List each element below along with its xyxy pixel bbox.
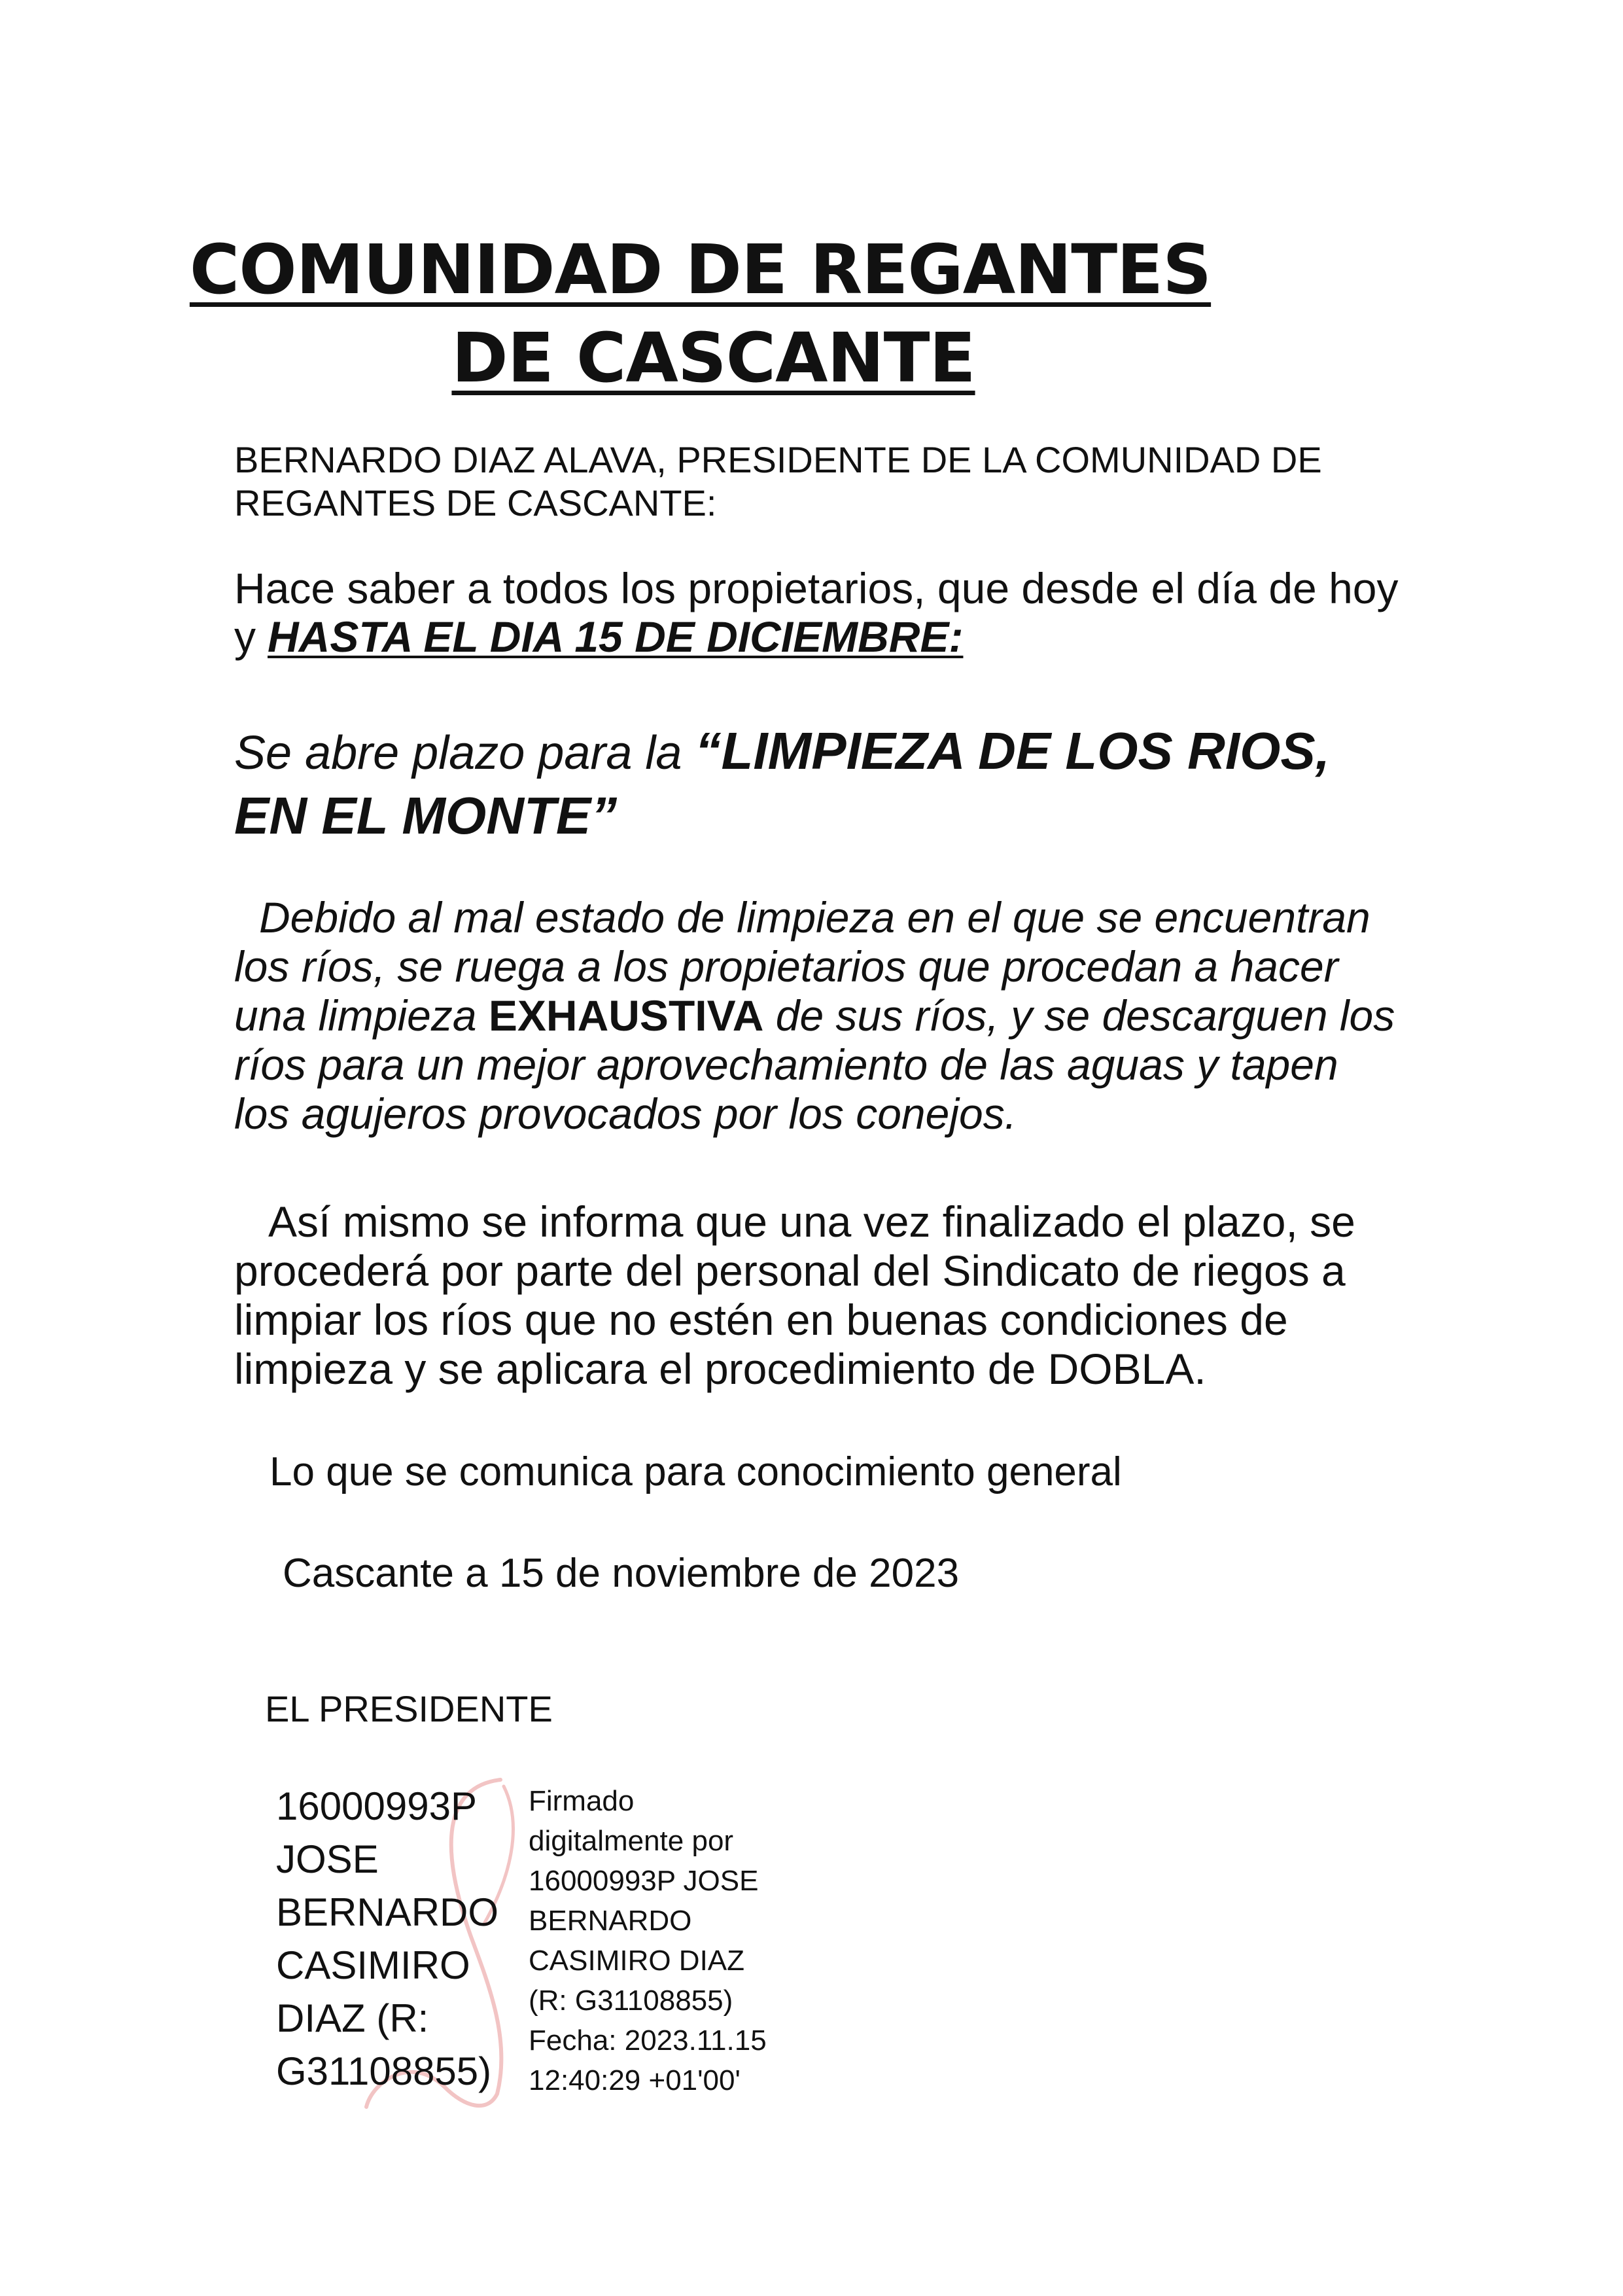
deadline-text: HASTA EL DIA 15 DE DICIEMBRE: [268,612,964,661]
opening-highlight: “LIMPIEZA DE LOS RIOS, EN EL MONTE” [234,722,1330,845]
notice-text: Hace saber a todos los propietarios, que desde el día de hoy y [234,564,1399,661]
cleaning-emphasis: EXHAUSTIVA [488,991,764,1040]
notice-paragraph [234,564,1399,661]
procedure-paragraph: Así mismo se informa que una vez finalizado el plazo, se procederá por parte del personal del Sindicato de riegos a limpiar los ríos que no estén en buenas condiciones de limpieza y se aplicara el procedimiento de DOBLA. [234,1197,1355,1393]
signatory-title: EL PRESIDENTE [265,1688,553,1729]
signature-name: 16000993P JOSE BERNARDO CASIMIRO DIAZ (R: G31108855) [276,1784,499,2093]
cleaning-text-after: de sus ríos, y se descarguen los ríos para un mejor aprovechamiento de las aguas y tapen los agujeros provocados por los conejos. [234,991,1395,1138]
document-title-line1 [0,230,1512,309]
title-line2-text: DE CASCANTE [451,318,975,398]
date-line: Cascante a 15 de noviembre de 2023 [283,1551,960,1596]
cleaning-text-before: Debido al mal estado de limpieza en el que se encuentran los ríos, se ruega a los propietarios que procedan a hacer una limpieza [234,893,1370,1040]
signature-details: Firmado digitalmente por 16000993P JOSE BERNARDO CASIMIRO DIAZ (R: G31108855) Fecha: 2023.11.15 12:40:29 +01'00' [529,1785,767,2096]
document-title-line2 [0,318,1525,398]
cleaning-paragraph [234,893,1399,1139]
closing-line: Lo que se comunica para conocimiento general [270,1449,1122,1494]
title-line1-text: COMUNIDAD DE REGANTES [189,230,1212,309]
intro-paragraph: BERNARDO DIAZ ALAVA, PRESIDENTE DE LA COMUNIDAD DE REGANTES DE CASCANTE: [234,439,1322,523]
opening-paragraph [234,720,1399,849]
opening-lead: Se abre plazo para la [234,727,682,779]
